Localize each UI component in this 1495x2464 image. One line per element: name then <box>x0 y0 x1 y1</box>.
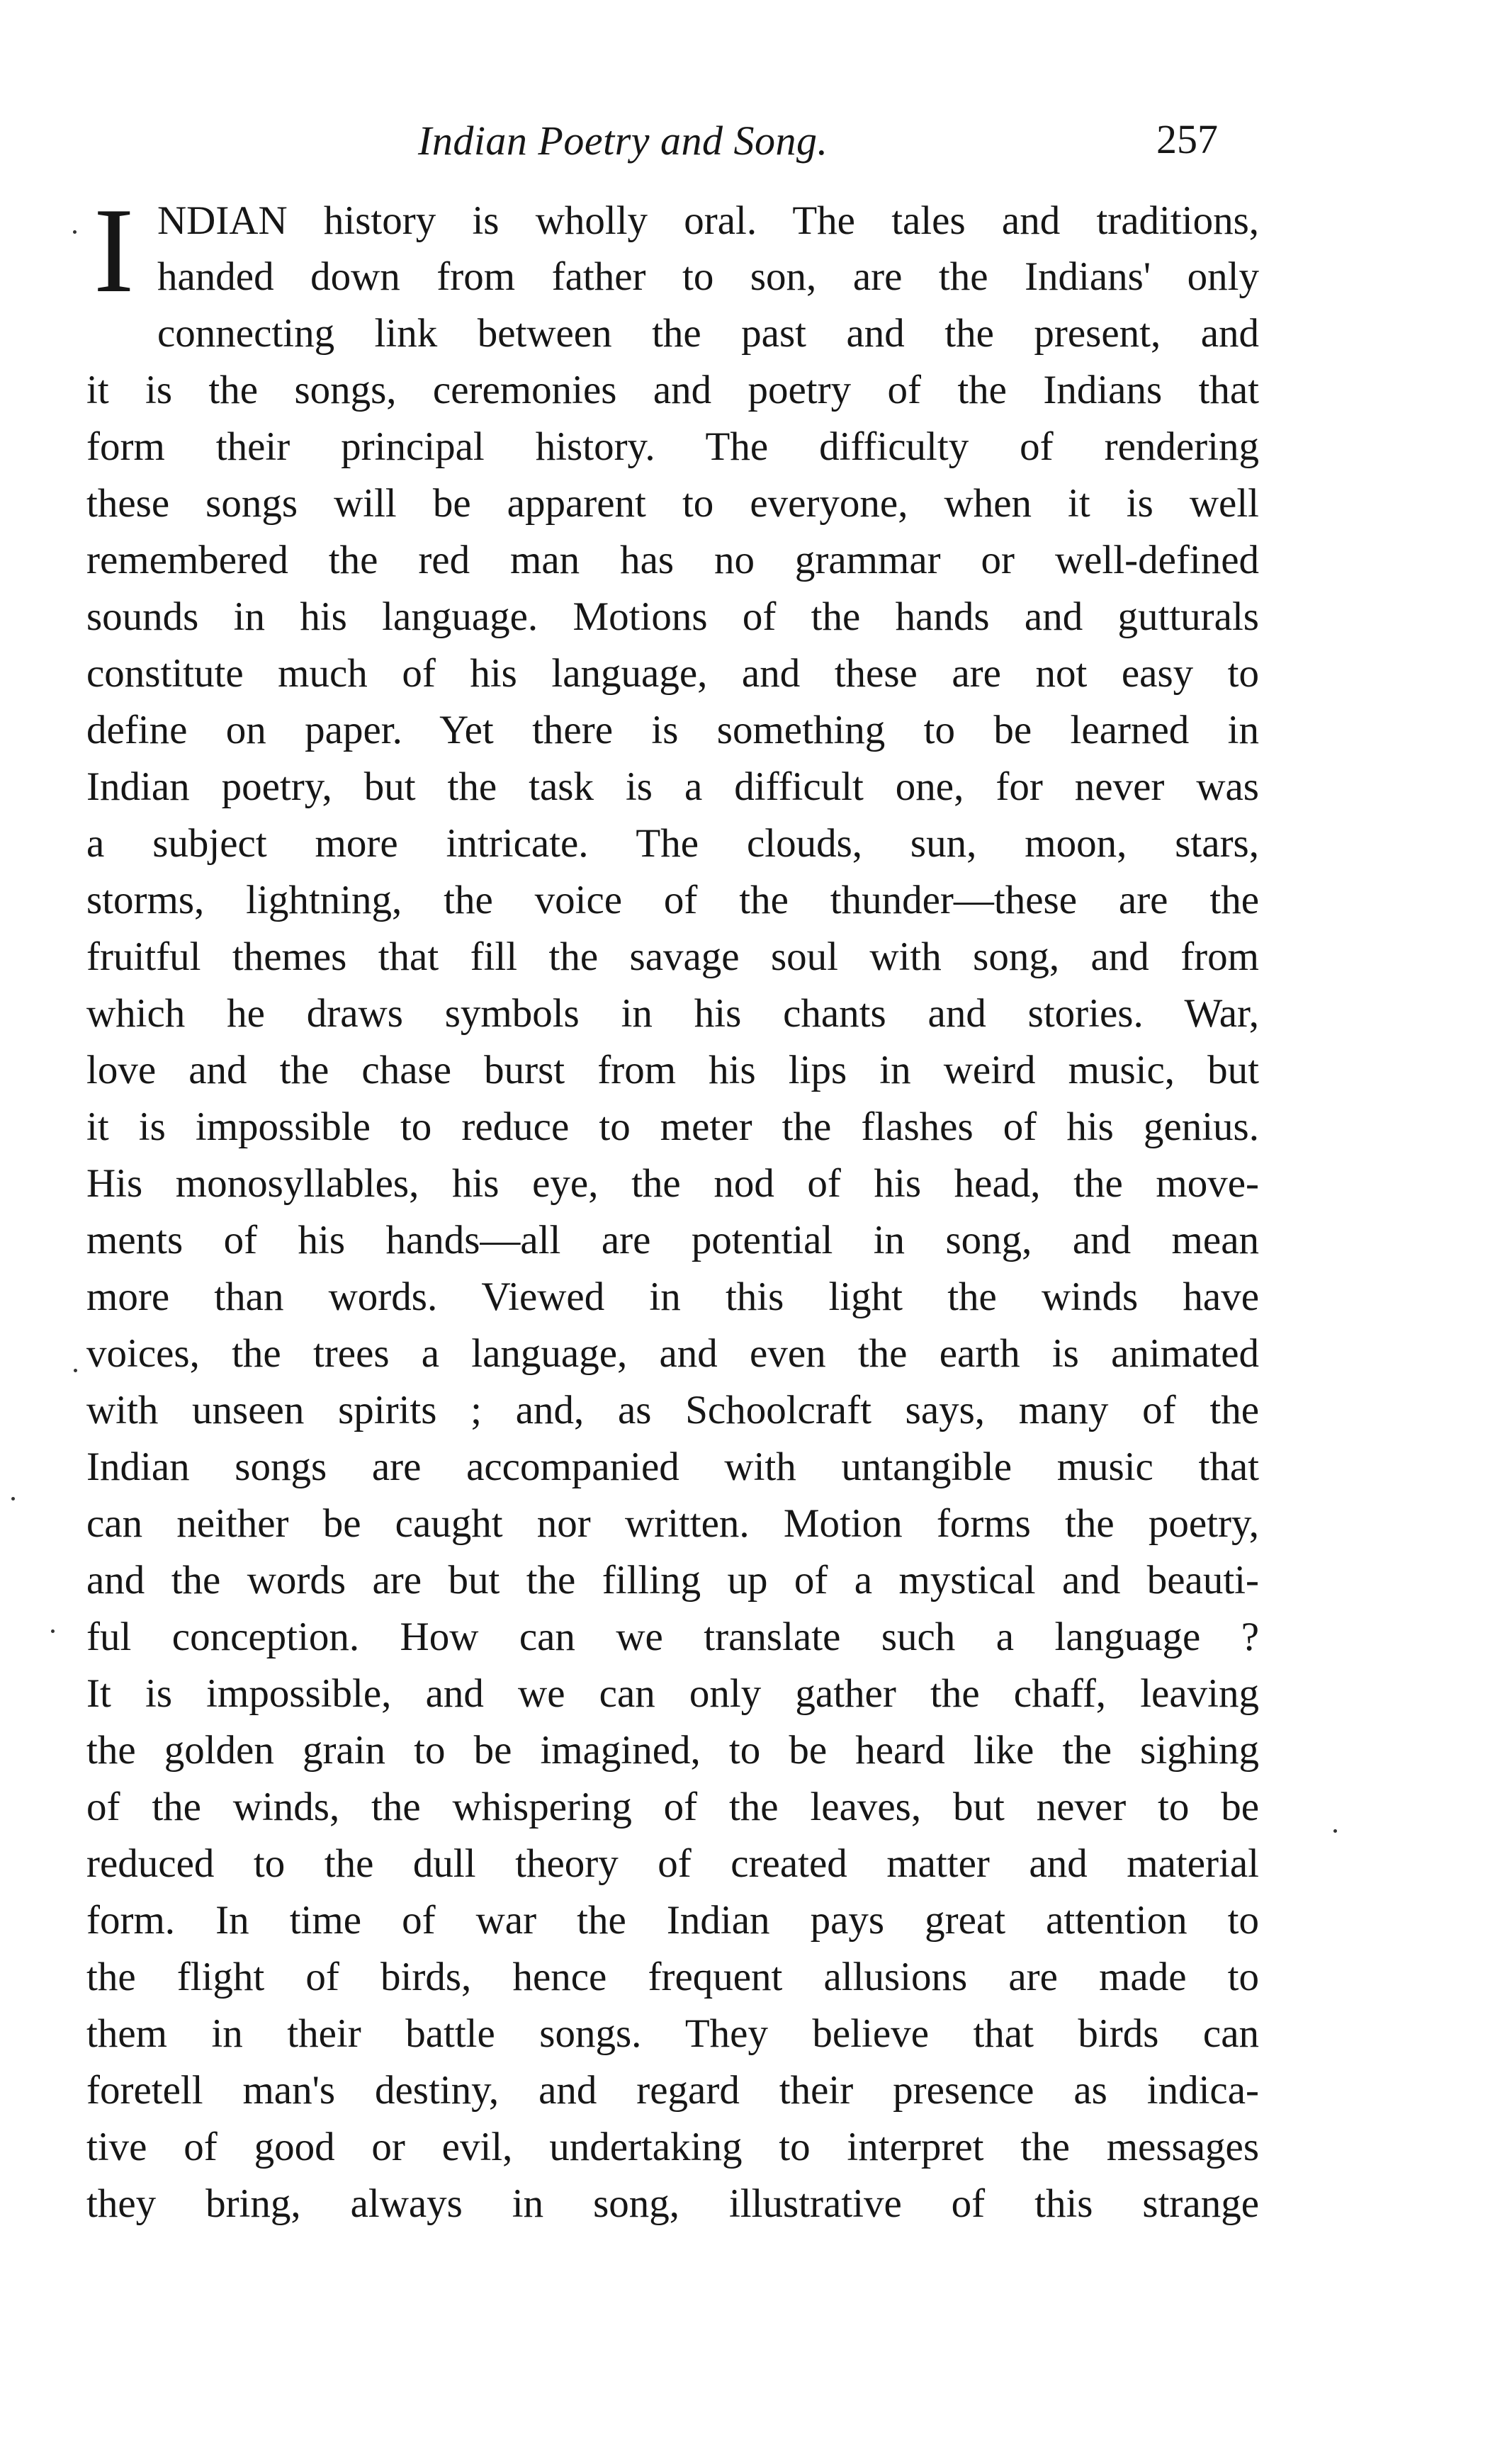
text-line: remembered the red man has no grammar or well-defined <box>86 538 1259 582</box>
text-line: His monosyllables, his eye, the nod of his head, the move- <box>86 1161 1259 1206</box>
text-line: define on paper. Yet there is something to be learned in <box>86 708 1259 752</box>
text-line: with unseen spirits ; and, as Schoolcraft says, many of the <box>86 1388 1259 1432</box>
text-line: a subject more intricate. The clouds, sun, moon, stars, <box>86 821 1259 866</box>
text-line: form their principal history. The difficulty of rendering <box>86 424 1259 469</box>
text-line: connecting link between the past and the present, and <box>157 311 1259 356</box>
text-line: form. In time of war the Indian pays great attention to <box>86 1898 1259 1943</box>
text-line: Indian songs are accompanied with untangible music that <box>86 1445 1259 1489</box>
text-line: sounds in his language. Motions of the hands and gutturals <box>86 594 1259 639</box>
page-number: 257 <box>1156 116 1218 162</box>
text-line: fruitful themes that fill the savage soul with song, and from <box>86 934 1259 979</box>
text-line: these songs will be apparent to everyone, when it is well <box>86 481 1259 526</box>
text-line: tive of good or evil, undertaking to interpret the messages <box>86 2125 1259 2169</box>
text-line: Indian poetry, but the task is a difficult one, for never was <box>86 764 1259 809</box>
text-line: the golden grain to be imagined, to be heard like the sighing <box>86 1728 1259 1773</box>
text-line: ful conception. How can we translate such a language ? <box>86 1615 1259 1659</box>
scan-speck <box>73 230 77 234</box>
scan-speck <box>74 1369 77 1372</box>
text-line: reduced to the dull theory of created matter and material <box>86 1841 1259 1886</box>
text-line: It is impossible, and we can only gather the chaff, leaving <box>86 1671 1259 1716</box>
text-line: can neither be caught nor written. Motion forms the poetry, <box>86 1501 1259 1546</box>
scan-speck <box>51 1629 55 1633</box>
text-line: they bring, always in song, illustrative of this strange <box>86 2181 1259 2226</box>
text-line: them in their battle songs. They believe that birds can <box>86 2011 1259 2056</box>
text-line: which he draws symbols in his chants and stories. War, <box>86 991 1259 1036</box>
running-header-title: Indian Poetry and Song. <box>418 118 828 164</box>
text-line: storms, lightning, the voice of the thunder—these are the <box>86 878 1259 922</box>
text-line: it is impossible to reduce to meter the flashes of his genius. <box>86 1104 1259 1149</box>
scan-speck <box>11 1497 15 1501</box>
text-line: constitute much of his language, and these are not easy to <box>86 651 1259 696</box>
text-line: more than words. Viewed in this light the winds have <box>86 1275 1259 1319</box>
drop-cap-initial: I <box>94 183 135 318</box>
text-line: the flight of birds, hence frequent allusions are made to <box>86 1955 1259 1999</box>
text-line: and the words are but the filling up of a mystical and beauti- <box>86 1558 1259 1603</box>
text-line: of the winds, the whispering of the leaves, but never to be <box>86 1785 1259 1829</box>
text-line: handed down from father to son, are the Indians' only <box>157 254 1259 299</box>
text-line: love and the chase burst from his lips in weird music, but <box>86 1048 1259 1092</box>
text-line: it is the songs, ceremonies and poetry of the Indians that <box>86 368 1259 412</box>
scan-speck <box>1333 1829 1337 1833</box>
text-line: voices, the trees a language, and even the earth is animated <box>86 1331 1259 1376</box>
text-line: foretell man's destiny, and regard their presence as indica- <box>86 2068 1259 2113</box>
text-line: NDIAN history is wholly oral. The tales and traditions, <box>157 198 1259 243</box>
text-line: ments of his hands—all are potential in song, and mean <box>86 1218 1259 1262</box>
